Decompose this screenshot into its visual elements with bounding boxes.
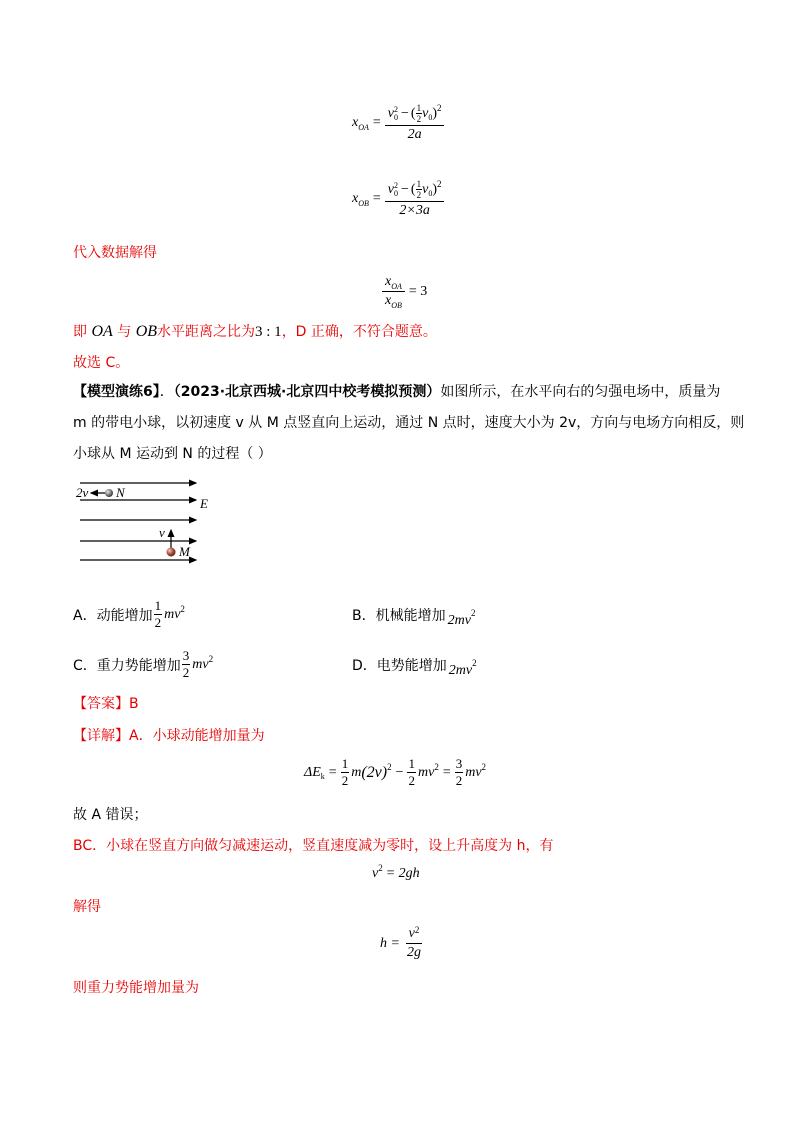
equation-x-ob: x OB = v 2 0 − ( $\frac{1}{2}$ v 0 ) 2 2×3a [352, 179, 444, 219]
eq6-num-sup: 2 [414, 925, 420, 935]
option-c-label: C．重力势能增加 [73, 657, 181, 674]
eq4-half-1: $\frac{1}{2}$ [341, 756, 349, 788]
option-b-sup: 2 [470, 608, 476, 618]
eq5-rhs: = 2gh [385, 866, 420, 881]
eq1-fraction: v 2 0 − ( $\frac{1}{2}$ v 0 ) 2 2a [385, 103, 445, 143]
problem-line-3: 小球从 M 运动到 N 的过程（ ） [73, 446, 272, 462]
label-e: E [200, 496, 208, 511]
eq4-sub: k [320, 772, 325, 781]
eq3-num: x [385, 274, 392, 289]
option-c-sup: 2 [208, 653, 214, 664]
eq4-sq2: 2 [434, 761, 439, 772]
conclusion-p3: 水平距离之比为 [157, 324, 256, 340]
eq5-lhs: v [372, 866, 379, 881]
option-c-expr: mv [192, 656, 209, 672]
conclusion-p2: 与 [117, 324, 132, 340]
eq6-fraction [404, 926, 424, 961]
detail-tag: 【详解】 [73, 728, 129, 744]
option-d-expr: 2mv [448, 663, 473, 678]
eq4-minus: − [395, 764, 404, 780]
option-b-expr: 2mv [447, 613, 471, 628]
conclusion-ratio: 3 : 1 [255, 324, 282, 340]
eq1-v0-sub: 0 [428, 113, 433, 122]
eq1-square: 2 [436, 102, 442, 113]
text-solve: 解得 [73, 899, 101, 915]
conclusion-oa: OA [91, 323, 113, 340]
option-a-label: A．动能增加 [73, 607, 153, 624]
option-c[interactable] [73, 648, 213, 681]
eq2-denominator: 2×3a [399, 203, 430, 218]
eq5-sup: 2 [378, 863, 383, 873]
detail-line [73, 726, 265, 746]
equation-v-squared [372, 863, 420, 882]
option-d-sup: 2 [472, 658, 477, 668]
eq2-lhs-sub: OB [358, 198, 369, 208]
eq4-sq3: 2 [481, 761, 487, 772]
eq1-lhs: x [352, 115, 359, 130]
answer-line [73, 694, 139, 714]
eq3-num-sub: OA [391, 282, 402, 291]
problem-tag: 【模型演练6】 [73, 384, 160, 400]
conclusion-ob: OB [135, 323, 158, 340]
eq2-v-sub: 0 [394, 188, 399, 198]
problem-dot: ． [159, 384, 174, 400]
equation-kinetic-energy [304, 756, 486, 789]
eq2-half: $\frac{1}{2}$ [416, 179, 422, 200]
answer-tag: 【答案】 [73, 696, 129, 712]
option-a-sup: 2 [180, 603, 185, 614]
eq1-v0: v [422, 105, 429, 121]
option-b-label: B．机械能增加 [352, 608, 446, 624]
text-choose: 故选 C。 [73, 355, 130, 371]
electric-field-figure [73, 478, 223, 568]
answer-value: B [129, 696, 139, 712]
equation-x-oa: x OA = v 2 0 − ( $\frac{1}{2}$ v 0 ) 2 2a [352, 103, 444, 143]
eq2-square: 2 [436, 178, 442, 189]
eq2-lhs: x [352, 191, 359, 206]
text-bc: BC．小球在竖直方向做匀减速运动，竖直速度减为零时，设上升高度为 h，有 [73, 838, 554, 854]
eq2-v: v [387, 181, 395, 197]
eq6-lhs: h = [380, 935, 400, 951]
problem-line-1 [73, 382, 720, 402]
option-d[interactable] [352, 655, 477, 678]
problem-source: （2023·北京西城·北京四中校考模拟预测） [173, 384, 441, 400]
problem-line-2: m 的带电小球，以初速度 v 从 M 点竖直向上运动，通过 N 点时，速度大小为 2v，方向与电场方向相反，则 [73, 415, 745, 431]
eq2-v-sup: 2 [394, 180, 399, 190]
eq1-v-sup: 2 [394, 104, 399, 114]
option-b[interactable] [352, 605, 476, 628]
eq1-denominator: 2a [407, 127, 422, 142]
eq1-half: $\frac{1}{2}$ [416, 103, 422, 124]
option-c-fraction: $\frac{3}{2}$ [182, 648, 190, 680]
eq1-minus: − [401, 105, 409, 121]
conclusion-p1: 即 [73, 324, 87, 340]
eq4-mv: mv [417, 764, 435, 780]
eq4-mv2: mv [465, 764, 482, 780]
eq4-delta: ΔE [304, 764, 321, 780]
eq1-v: v [387, 105, 395, 121]
eq3-den: x [385, 293, 392, 308]
text-gravity: 则重力势能增加量为 [73, 980, 199, 996]
eq1-v-sub: 0 [394, 112, 399, 122]
eq2-v0-sub: 0 [428, 189, 433, 198]
text-conclusion [73, 322, 437, 342]
eq4-equals: = [328, 764, 337, 780]
eq2-v0: v [422, 181, 429, 197]
eq4-equals-2: = [442, 764, 451, 780]
equation-h [380, 926, 424, 961]
equation-ratio [382, 274, 427, 309]
label-2v: 2v [76, 485, 89, 500]
eq4-three-halves: $\frac{3}{2}$ [455, 756, 463, 788]
eq6-den: 2g [406, 945, 421, 960]
eq4-sq: 2 [387, 761, 392, 772]
label-v: v [159, 525, 165, 540]
eq2-fraction: v 2 0 − ( $\frac{1}{2}$ v 0 ) 2 2×3a [385, 179, 445, 219]
eq2-minus: − [401, 181, 409, 197]
text-wrong-a: 故 A 错误； [73, 807, 148, 823]
option-a[interactable] [73, 598, 185, 631]
eq3-den-sub: OB [391, 301, 402, 310]
eq3-fraction [382, 274, 405, 309]
conclusion-p4: ，D 正确，不符合题意。 [281, 324, 437, 340]
detail-text: A．小球动能增加量为 [129, 728, 265, 744]
option-d-label: D．电势能增加 [352, 658, 447, 674]
eq4-m: m [351, 764, 362, 780]
eq4-paren: (2v) [361, 763, 388, 781]
option-a-expr: mv [164, 606, 181, 622]
label-m: M [179, 544, 190, 559]
text-substitute: 代入数据解得 [73, 245, 157, 261]
eq4-half-2: $\frac{1}{2}$ [408, 756, 415, 788]
ball-m [167, 548, 176, 557]
eq3-rhs: = 3 [408, 283, 428, 299]
eq6-num: v [408, 926, 415, 941]
eq1-lhs-sub: OA [358, 122, 369, 132]
option-a-fraction: $\frac{1}{2}$ [154, 598, 162, 630]
ball-n [105, 489, 113, 497]
problem-line1-rest: 如图所示，在水平向右的匀强电场中，质量为 [440, 384, 721, 400]
label-n: N [116, 485, 125, 500]
